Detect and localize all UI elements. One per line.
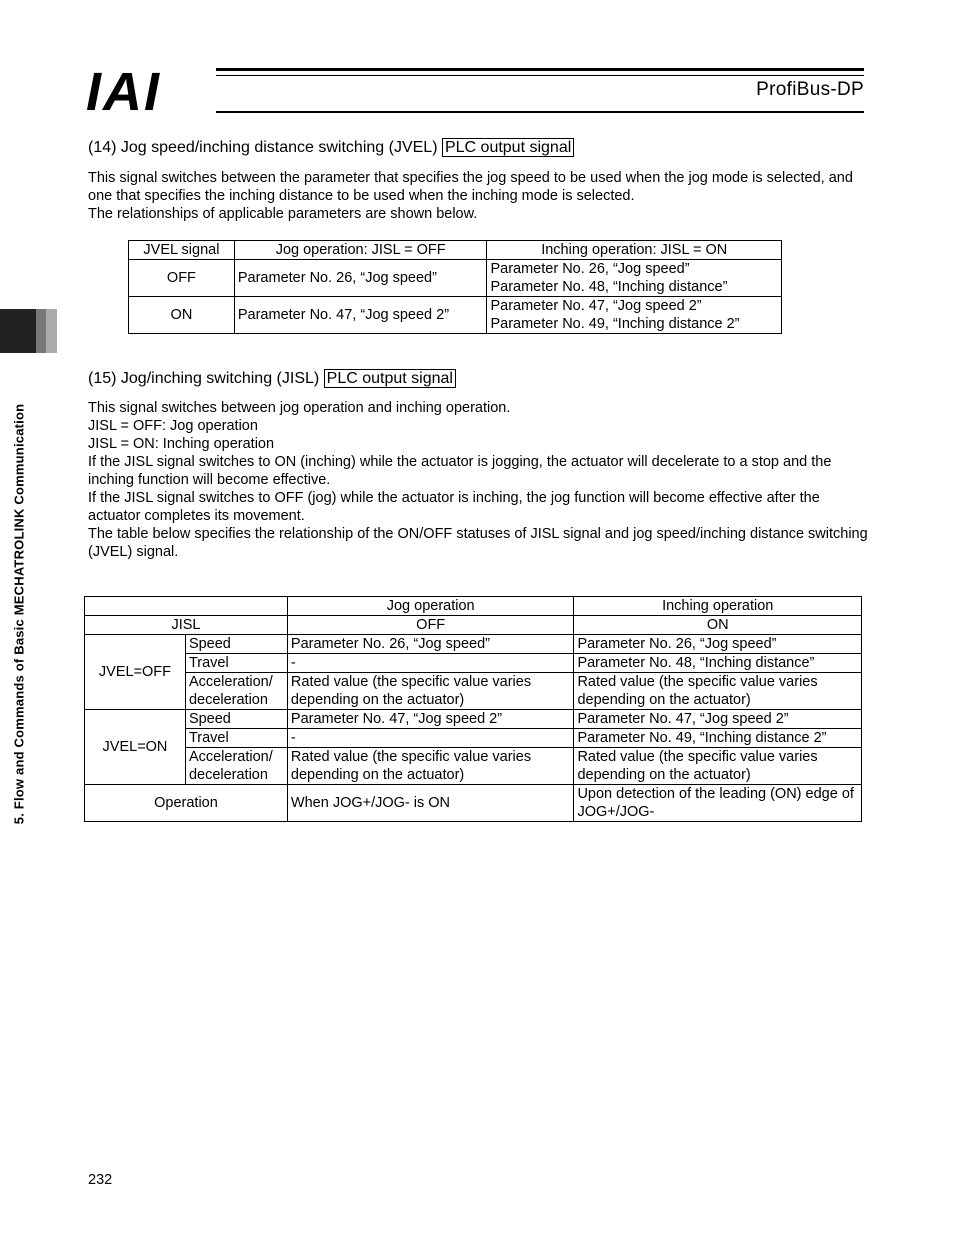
table-cell: Parameter No. 48, “Inching distance” <box>574 654 862 673</box>
table-header-cell: Jog operation: JISL = OFF <box>234 241 487 260</box>
table-cell: - <box>287 729 574 748</box>
table-cell: Travel <box>185 654 287 673</box>
table-cell: Acceleration/ deceleration <box>185 748 287 785</box>
page-number: 232 <box>88 1172 113 1188</box>
table-cell: Acceleration/ deceleration <box>185 673 287 710</box>
header-rule-top <box>216 68 864 71</box>
table-cell: Parameter No. 49, “Inching distance 2” <box>574 729 862 748</box>
cell-line: Parameter No. 47, “Jog speed 2” <box>490 298 702 314</box>
brand-title: ProfiBus-DP <box>756 79 864 100</box>
paragraph-line: The relationships of applicable parameters are shown below. <box>88 206 478 222</box>
group-label-cell: JVEL=OFF <box>85 635 186 710</box>
paragraph-line: This signal switches between the parameter that specifies the jog speed to be used when the jog mode is selected, and one that specifies the inching distance to be used when the inching mode is selected. <box>88 170 853 204</box>
group-label-cell: JVEL=ON <box>85 710 186 785</box>
table-cell: When JOG+/JOG- is ON <box>287 785 574 822</box>
table-row <box>85 748 862 785</box>
cell-line: Parameter No. 49, “Inching distance 2” <box>490 316 740 332</box>
section-15-paragraph <box>88 399 868 561</box>
table-cell: Operation <box>85 785 288 822</box>
section-15-title: (15) Jog/inching switching (JISL) <box>88 370 320 387</box>
header-rule-thin <box>216 75 864 76</box>
table-header-cell: Inching operation <box>574 597 862 616</box>
chapter-tab-dark <box>0 309 36 353</box>
table-row <box>85 785 862 822</box>
table-cell: Parameter No. 47, “Jog speed 2” <box>234 297 487 334</box>
section-15-heading <box>88 370 456 388</box>
table-cell: Speed <box>185 635 287 654</box>
table-header-empty <box>85 597 288 616</box>
table-cell: Parameter No. 26, “Jog speed” <box>234 260 487 297</box>
table-row <box>129 260 782 297</box>
table-cell: Rated value (the specific value varies depending on the actuator) <box>287 673 574 710</box>
table-cell: Rated value (the specific value varies depending on the actuator) <box>574 748 862 785</box>
paragraph-line: If the JISL signal switches to ON (inching) while the actuator is jogging, the actuator will decelerate to a stop and the inching function will become effective. <box>88 454 832 488</box>
table-row <box>129 297 782 334</box>
section-14-title: (14) Jog speed/inching distance switching (JVEL) <box>88 139 438 156</box>
section-14-paragraph <box>88 169 868 223</box>
table-cell: Parameter No. 26, “Jog speed” <box>574 635 862 654</box>
table-header-row <box>129 241 782 260</box>
table-cell: Rated value (the specific value varies depending on the actuator) <box>287 748 574 785</box>
header-rule-bottom <box>216 111 864 113</box>
table-row <box>85 710 862 729</box>
table-cell: Parameter No. 47, “Jog speed 2” <box>574 710 862 729</box>
jisl-jvel-relationship-table <box>84 596 862 822</box>
chapter-side-label-text: 5. Flow and Commands of Basic MECHATROLINK Communication <box>11 403 27 825</box>
table-row <box>85 654 862 673</box>
table-cell: - <box>287 654 574 673</box>
table-cell: ON <box>129 297 235 334</box>
iai-logo <box>86 66 206 114</box>
table-header-cell: JVEL signal <box>129 241 235 260</box>
table-cell: Parameter No. 26, “Jog speed” <box>287 635 574 654</box>
table-cell: Speed <box>185 710 287 729</box>
chapter-tab-mid <box>36 309 46 353</box>
table-cell: Upon detection of the leading (ON) edge of JOG+/JOG- <box>574 785 862 822</box>
table-row <box>85 673 862 710</box>
table-cell: Travel <box>185 729 287 748</box>
table-header-row <box>85 597 862 616</box>
paragraph-line: JISL = OFF: Jog operation <box>88 418 258 434</box>
jvel-parameter-table <box>128 240 782 334</box>
table-header-cell: OFF <box>287 616 574 635</box>
table-header-cell: Inching operation: JISL = ON <box>487 241 782 260</box>
table-cell: Rated value (the specific value varies depending on the actuator) <box>574 673 862 710</box>
table-header-cell: ON <box>574 616 862 635</box>
paragraph-line: JISL = ON: Inching operation <box>88 436 275 452</box>
paragraph-line: This signal switches between jog operation and inching operation. <box>88 400 511 416</box>
paragraph-line: The table below specifies the relationship of the ON/OFF statuses of JISL signal and jog speed/inching distance switching (JVEL) signal. <box>88 526 868 560</box>
chapter-tab-light <box>46 309 57 353</box>
svg-text:IAI: IAI <box>86 66 162 114</box>
cell-line: Parameter No. 48, “Inching distance” <box>490 279 728 295</box>
section-14-heading <box>88 139 574 157</box>
section-14-tag: PLC output signal <box>442 138 574 157</box>
cell-line: Parameter No. 26, “Jog speed” <box>490 261 690 277</box>
table-cell: OFF <box>129 260 235 297</box>
table-cell <box>487 260 782 297</box>
table-header-cell: Jog operation <box>287 597 574 616</box>
table-cell: Parameter No. 47, “Jog speed 2” <box>287 710 574 729</box>
table-row <box>85 729 862 748</box>
table-cell <box>487 297 782 334</box>
paragraph-line: If the JISL signal switches to OFF (jog) while the actuator is inching, the jog function will become effective after the actuator completes its movement. <box>88 490 820 524</box>
table-header-row <box>85 616 862 635</box>
table-row <box>85 635 862 654</box>
section-15-tag: PLC output signal <box>324 369 456 388</box>
table-header-cell: JISL <box>85 616 288 635</box>
